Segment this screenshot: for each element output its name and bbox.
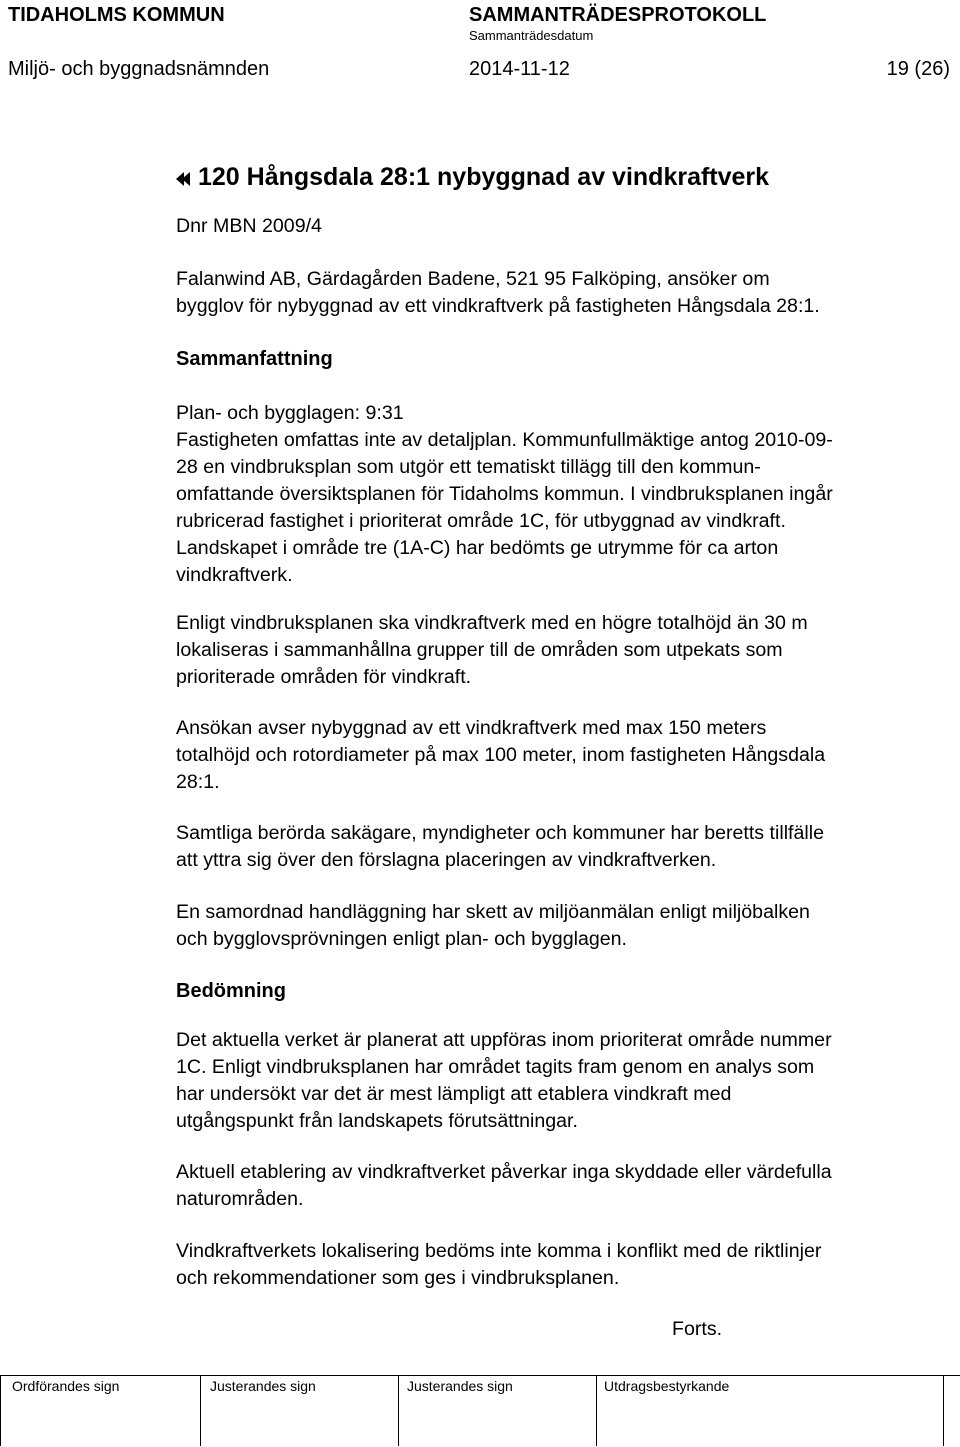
text-line: Landskapet i område tre (1A-C) har bedömts ge utrymme för ca arton bbox=[176, 537, 779, 559]
summary-paragraph-5 bbox=[176, 899, 810, 953]
signature-label-adjuster-2: Justerandes sign bbox=[407, 1378, 513, 1394]
assessment-heading: Bedömning bbox=[176, 980, 286, 1002]
text-line: Samtliga berörda sakägare, myndigheter och kommuner har beretts tillfälle bbox=[176, 822, 825, 844]
text-line: 1C. Enligt vindbruksplanen har området tagits fram genom en analys som bbox=[176, 1056, 815, 1078]
text-line: rubricerad fastighet i prioriterat område 1C, för utbyggnad av vindkraft. bbox=[176, 510, 786, 532]
text-line: prioriterade områden för vindkraft. bbox=[176, 666, 472, 688]
text-line: Det aktuella verket är planerat att uppföras inom prioriterat område nummer bbox=[176, 1029, 832, 1051]
section-bullet-icon bbox=[176, 172, 198, 186]
text-line: och bygglovsprövningen enligt plan- och bygglagen. bbox=[176, 928, 627, 950]
signature-box-divider bbox=[0, 1376, 1, 1446]
text-line: har undersökt var det är mest lämpligt att etablera vindkraft med bbox=[176, 1083, 732, 1105]
signature-label-adjuster-1: Justerandes sign bbox=[210, 1378, 316, 1394]
text-line: vindkraftverk. bbox=[176, 564, 293, 586]
text-line: naturområden. bbox=[176, 1188, 304, 1210]
text-line: 28:1. bbox=[176, 771, 220, 793]
text-line: Aktuell etablering av vindkraftverket påverkar inga skyddade eller värdefulla bbox=[176, 1161, 832, 1183]
municipality-name: TIDAHOLMS KOMMUN bbox=[8, 4, 225, 26]
document-type: SAMMANTRÄDESPROTOKOLL bbox=[469, 4, 767, 26]
signature-box-divider bbox=[200, 1376, 201, 1446]
intro-paragraph bbox=[176, 266, 820, 320]
section-title: 120 Hångsdala 28:1 nybyggnad av vindkraftverk bbox=[198, 163, 770, 191]
footer-divider bbox=[0, 1375, 960, 1376]
committee-name: Miljö- och byggnadsnämnden bbox=[8, 58, 270, 80]
page-number: 19 (26) bbox=[886, 58, 950, 80]
text-line: totalhöjd och rotordiameter på max 100 meter, inom fastigheten Hångsdala bbox=[176, 744, 826, 766]
text-line: och rekommendationer som ges i vindbruksplanen. bbox=[176, 1267, 620, 1289]
assessment-paragraph-2 bbox=[176, 1159, 832, 1213]
text-line: 28 en vindbruksplan som utgör ett tematiskt tillägg till den kommun- bbox=[176, 456, 761, 478]
text-line: omfattande översiktsplanen för Tidaholms kommun. I vindbruksplanen ingår bbox=[176, 483, 833, 505]
text-line: att yttra sig över den förslagna placeringen av vindkraftverken. bbox=[176, 849, 717, 871]
assessment-paragraph-1 bbox=[176, 1027, 832, 1135]
text-line: lokaliseras i sammanhållna grupper till de områden som utpekats som bbox=[176, 639, 783, 661]
text-line: Vindkraftverkets lokalisering bedöms inte komma i konflikt med de riktlinjer bbox=[176, 1240, 822, 1262]
signature-box-divider bbox=[596, 1376, 597, 1446]
continued-marker: Forts. bbox=[672, 1318, 723, 1340]
meeting-date: 2014-11-12 bbox=[469, 58, 570, 80]
text-line: bygglov för nybyggnad av ett vindkraftverk på fastigheten Hångsdala 28:1. bbox=[176, 295, 820, 317]
text-line: Enligt vindbruksplanen ska vindkraftverk med en högre totalhöjd än 30 m bbox=[176, 612, 808, 634]
assessment-paragraph-3 bbox=[176, 1238, 821, 1292]
text-line: En samordnad handläggning har skett av miljöanmälan enligt miljöbalken bbox=[176, 901, 810, 923]
text-line: Plan- och bygglagen: 9:31 bbox=[176, 402, 404, 424]
signature-box-divider bbox=[943, 1376, 944, 1446]
summary-paragraph-2 bbox=[176, 610, 808, 691]
text-line: Falanwind AB, Gärdagården Badene, 521 95 Falköping, ansöker om bbox=[176, 268, 770, 290]
summary-paragraph-1 bbox=[176, 400, 833, 589]
signature-box-divider bbox=[398, 1376, 399, 1446]
text-line: utgångspunkt från landskapets förutsättningar. bbox=[176, 1110, 578, 1132]
dnr: Dnr MBN 2009/4 bbox=[176, 215, 322, 237]
summary-heading: Sammanfattning bbox=[176, 348, 333, 370]
summary-paragraph-4 bbox=[176, 820, 824, 874]
signature-label-extract-certifier: Utdragsbestyrkande bbox=[604, 1378, 730, 1394]
text-line: Ansökan avser nybyggnad av ett vindkraftverk med max 150 meters bbox=[176, 717, 767, 739]
text-line: Fastigheten omfattas inte av detaljplan. Kommunfullmäktige antog 2010-09- bbox=[176, 429, 833, 451]
summary-paragraph-3 bbox=[176, 715, 825, 796]
meeting-date-label: Sammanträdesdatum bbox=[469, 28, 594, 43]
signature-label-chair: Ordförandes sign bbox=[12, 1378, 120, 1394]
